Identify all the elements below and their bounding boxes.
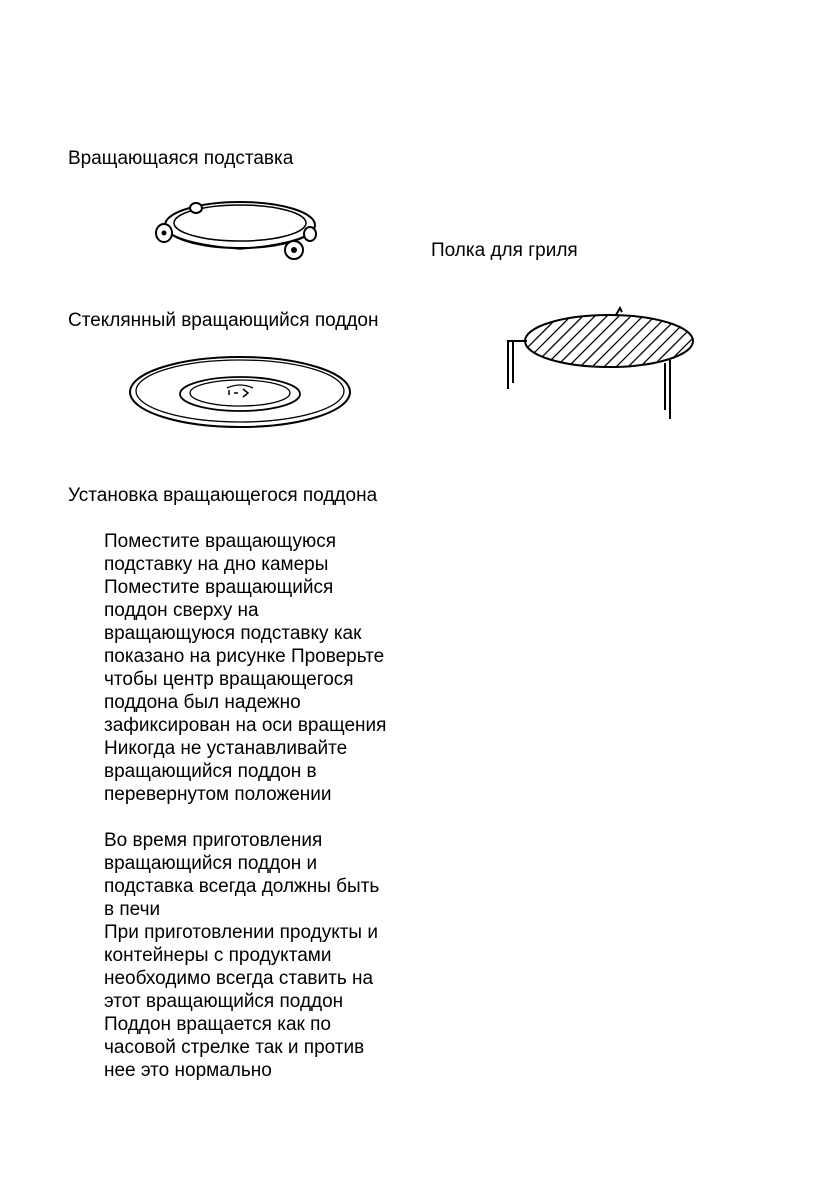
paragraph-line: контейнеры с продуктами	[104, 945, 332, 966]
paragraph-line: Во время приготовления	[104, 830, 323, 851]
grill-rack-label: Полка для гриля	[431, 240, 578, 261]
paragraph-line: При приготовлении продукты и	[104, 922, 378, 943]
paragraph-line: поддон сверху на	[104, 600, 259, 621]
installation-paragraph-2	[104, 829, 424, 1082]
paragraph-line: перевернутом положении	[104, 784, 332, 805]
paragraph-line: показано на рисунке Проверьте	[104, 646, 385, 667]
grill-rack-illustration	[500, 305, 700, 423]
installation-title: Установка вращающегося поддона	[68, 485, 378, 506]
glass-tray-illustration	[126, 348, 354, 432]
paragraph-line: Поместите вращающийся	[104, 577, 334, 598]
paragraph-line: Поместите вращающуюся	[104, 531, 337, 552]
paragraph-line: вращающуюся подставку как	[104, 623, 362, 644]
roller-ring-illustration	[150, 192, 330, 268]
paragraph-line: зафиксирован на оси вращения	[104, 715, 387, 736]
paragraph-line: нее это нормально	[104, 1060, 272, 1081]
paragraph-line: вращающийся поддон и	[104, 853, 318, 874]
paragraph-line: чтобы центр вращающегося	[104, 669, 354, 690]
glass-tray-label: Стеклянный вращающийся поддон	[68, 310, 379, 331]
paragraph-line: Поддон вращается как по	[104, 1014, 331, 1035]
paragraph-line: подставка всегда должны быть	[104, 876, 380, 897]
paragraph-line: часовой стрелке так и против	[104, 1037, 365, 1058]
paragraph-line: вращающийся поддон в	[104, 761, 317, 782]
paragraph-line: в печи	[104, 899, 161, 920]
paragraph-line: Никогда не устанавливайте	[104, 738, 348, 759]
roller-ring-label: Вращающаяся подставка	[68, 148, 294, 169]
installation-paragraph-1	[104, 530, 424, 806]
paragraph-line: подставку на дно камеры	[104, 554, 329, 575]
paragraph-line: необходимо всегда ставить на	[104, 968, 374, 989]
paragraph-line: этот вращающийся поддон	[104, 991, 344, 1012]
paragraph-line: поддона был надежно	[104, 692, 301, 713]
